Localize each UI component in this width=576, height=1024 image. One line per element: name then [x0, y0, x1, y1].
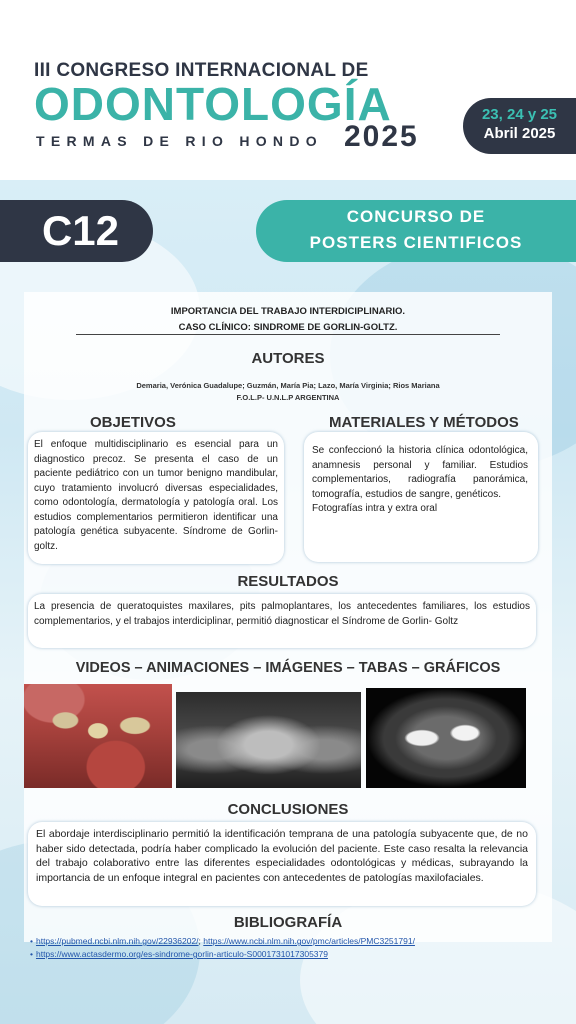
methods-box	[304, 432, 538, 562]
conclusions-text: El abordaje interdisciplinario permitió la identificación temprana de una patología subyacente que, de no haber sido detectada, podría haber complicado la evolución del paciente. Este caso resalta la relevancia del trabajo colaborativo entre las diferentes especialidades odontológicas y médicas, subrayando la importancia de un enfoque integral en pacientes con antecedentes de patologías maxilofaciales.	[36, 828, 528, 884]
bibliography-link[interactable]: https://pubmed.ncbi.nlm.nih.gov/22936202/	[35, 936, 199, 946]
congress-edition: III CONGRESO INTERNACIONAL DE	[34, 60, 369, 81]
methods-heading: MATERIALES Y MÉTODOS	[329, 414, 519, 431]
poster-title-line1: IMPORTANCIA DEL TRABAJO INTERDICIPLINARIO.	[170, 306, 406, 317]
institution: F.O.L.P- U.N.L.P ARGENTINA	[236, 393, 340, 402]
bibliography-link[interactable]: https://www.actasdermo.org/es-sindrome-gorlin-articulo-S0001731017305379	[35, 949, 328, 959]
objectives-heading: OBJETIVOS	[90, 414, 176, 431]
conclusions-box	[28, 822, 536, 906]
bibliography-separator: ;	[198, 936, 204, 946]
congress-location: TERMAS DE RIO HONDO	[36, 133, 323, 149]
congress-year: 2025	[344, 120, 419, 153]
bibliography-entry	[30, 949, 328, 959]
bullet-icon: •	[30, 949, 33, 959]
results-box	[28, 594, 536, 648]
bullet-icon: •	[30, 936, 33, 946]
date-badge	[463, 98, 576, 154]
date-days: 23, 24 y 25	[481, 106, 558, 123]
bibliography-link[interactable]: https://www.ncbi.nlm.nih.gov/pmc/articles/PMC3251791/	[203, 936, 415, 946]
contest-tag	[256, 200, 576, 262]
authors-list: Demaria, Verónica Guadalupe; Guzmán, María Pia; Lazo, María Virginia; Rios Mariana	[136, 381, 440, 390]
panoramic-xray-image	[176, 692, 361, 788]
contest-line1: CONCURSO DE	[346, 207, 486, 226]
bibliography-entry	[30, 936, 415, 946]
results-text: La presencia de queratoquistes maxilares, pits palmoplantares, los antecedentes familiares, los estudios complementarios, y el trabajos interdiciplinar, permitió diagnosticar el Síndrome de Gorlin- Goltz	[34, 601, 530, 627]
congress-header	[0, 0, 576, 180]
objectives-box	[28, 432, 284, 564]
bibliography-heading: BIBLIOGRAFÍA	[233, 914, 343, 931]
ct-scan-image	[366, 688, 526, 788]
authors-heading: AUTORES	[251, 350, 325, 367]
conclusions-heading: CONCLUSIONES	[227, 801, 349, 818]
title-divider	[76, 334, 500, 335]
poster-title-line2: CASO CLÍNICO: SINDROME DE GORLIN-GOLTZ.	[178, 322, 398, 333]
date-month: Abril 2025	[483, 125, 556, 142]
intraoral-photo	[24, 684, 172, 788]
results-heading: RESULTADOS	[237, 573, 339, 590]
methods-text-photos: Fotografías intra y extra oral	[312, 503, 438, 514]
contest-line2: POSTERS CIENTIFICOS	[309, 233, 523, 252]
congress-title: ODONTOLOGÍA	[34, 78, 392, 130]
poster-code-tag: C12	[0, 200, 153, 262]
media-heading: VIDEOS – ANIMACIONES – IMÁGENES – TABAS – GRÁFICOS	[75, 660, 501, 676]
methods-text: Se confeccionó la historia clínica odontológica, anamnesis personal y familiar. Estudios complementarios, radiografía panorámica, tomografía, estudios de sangre, genéticos.	[312, 445, 528, 500]
objectives-text: El enfoque multidisciplinario es esencial para un diagnostico precoz. Se presenta el caso de un paciente pediátrico con un tumor benigno mandibular, cuyo tratamiento involucró diversas especialidades, como odontología, dermatología y patología oral. Los estudios complementarios permitieron identificar una patología genética subyacente. Síndrome de Gorlin-goltz.	[34, 439, 278, 552]
